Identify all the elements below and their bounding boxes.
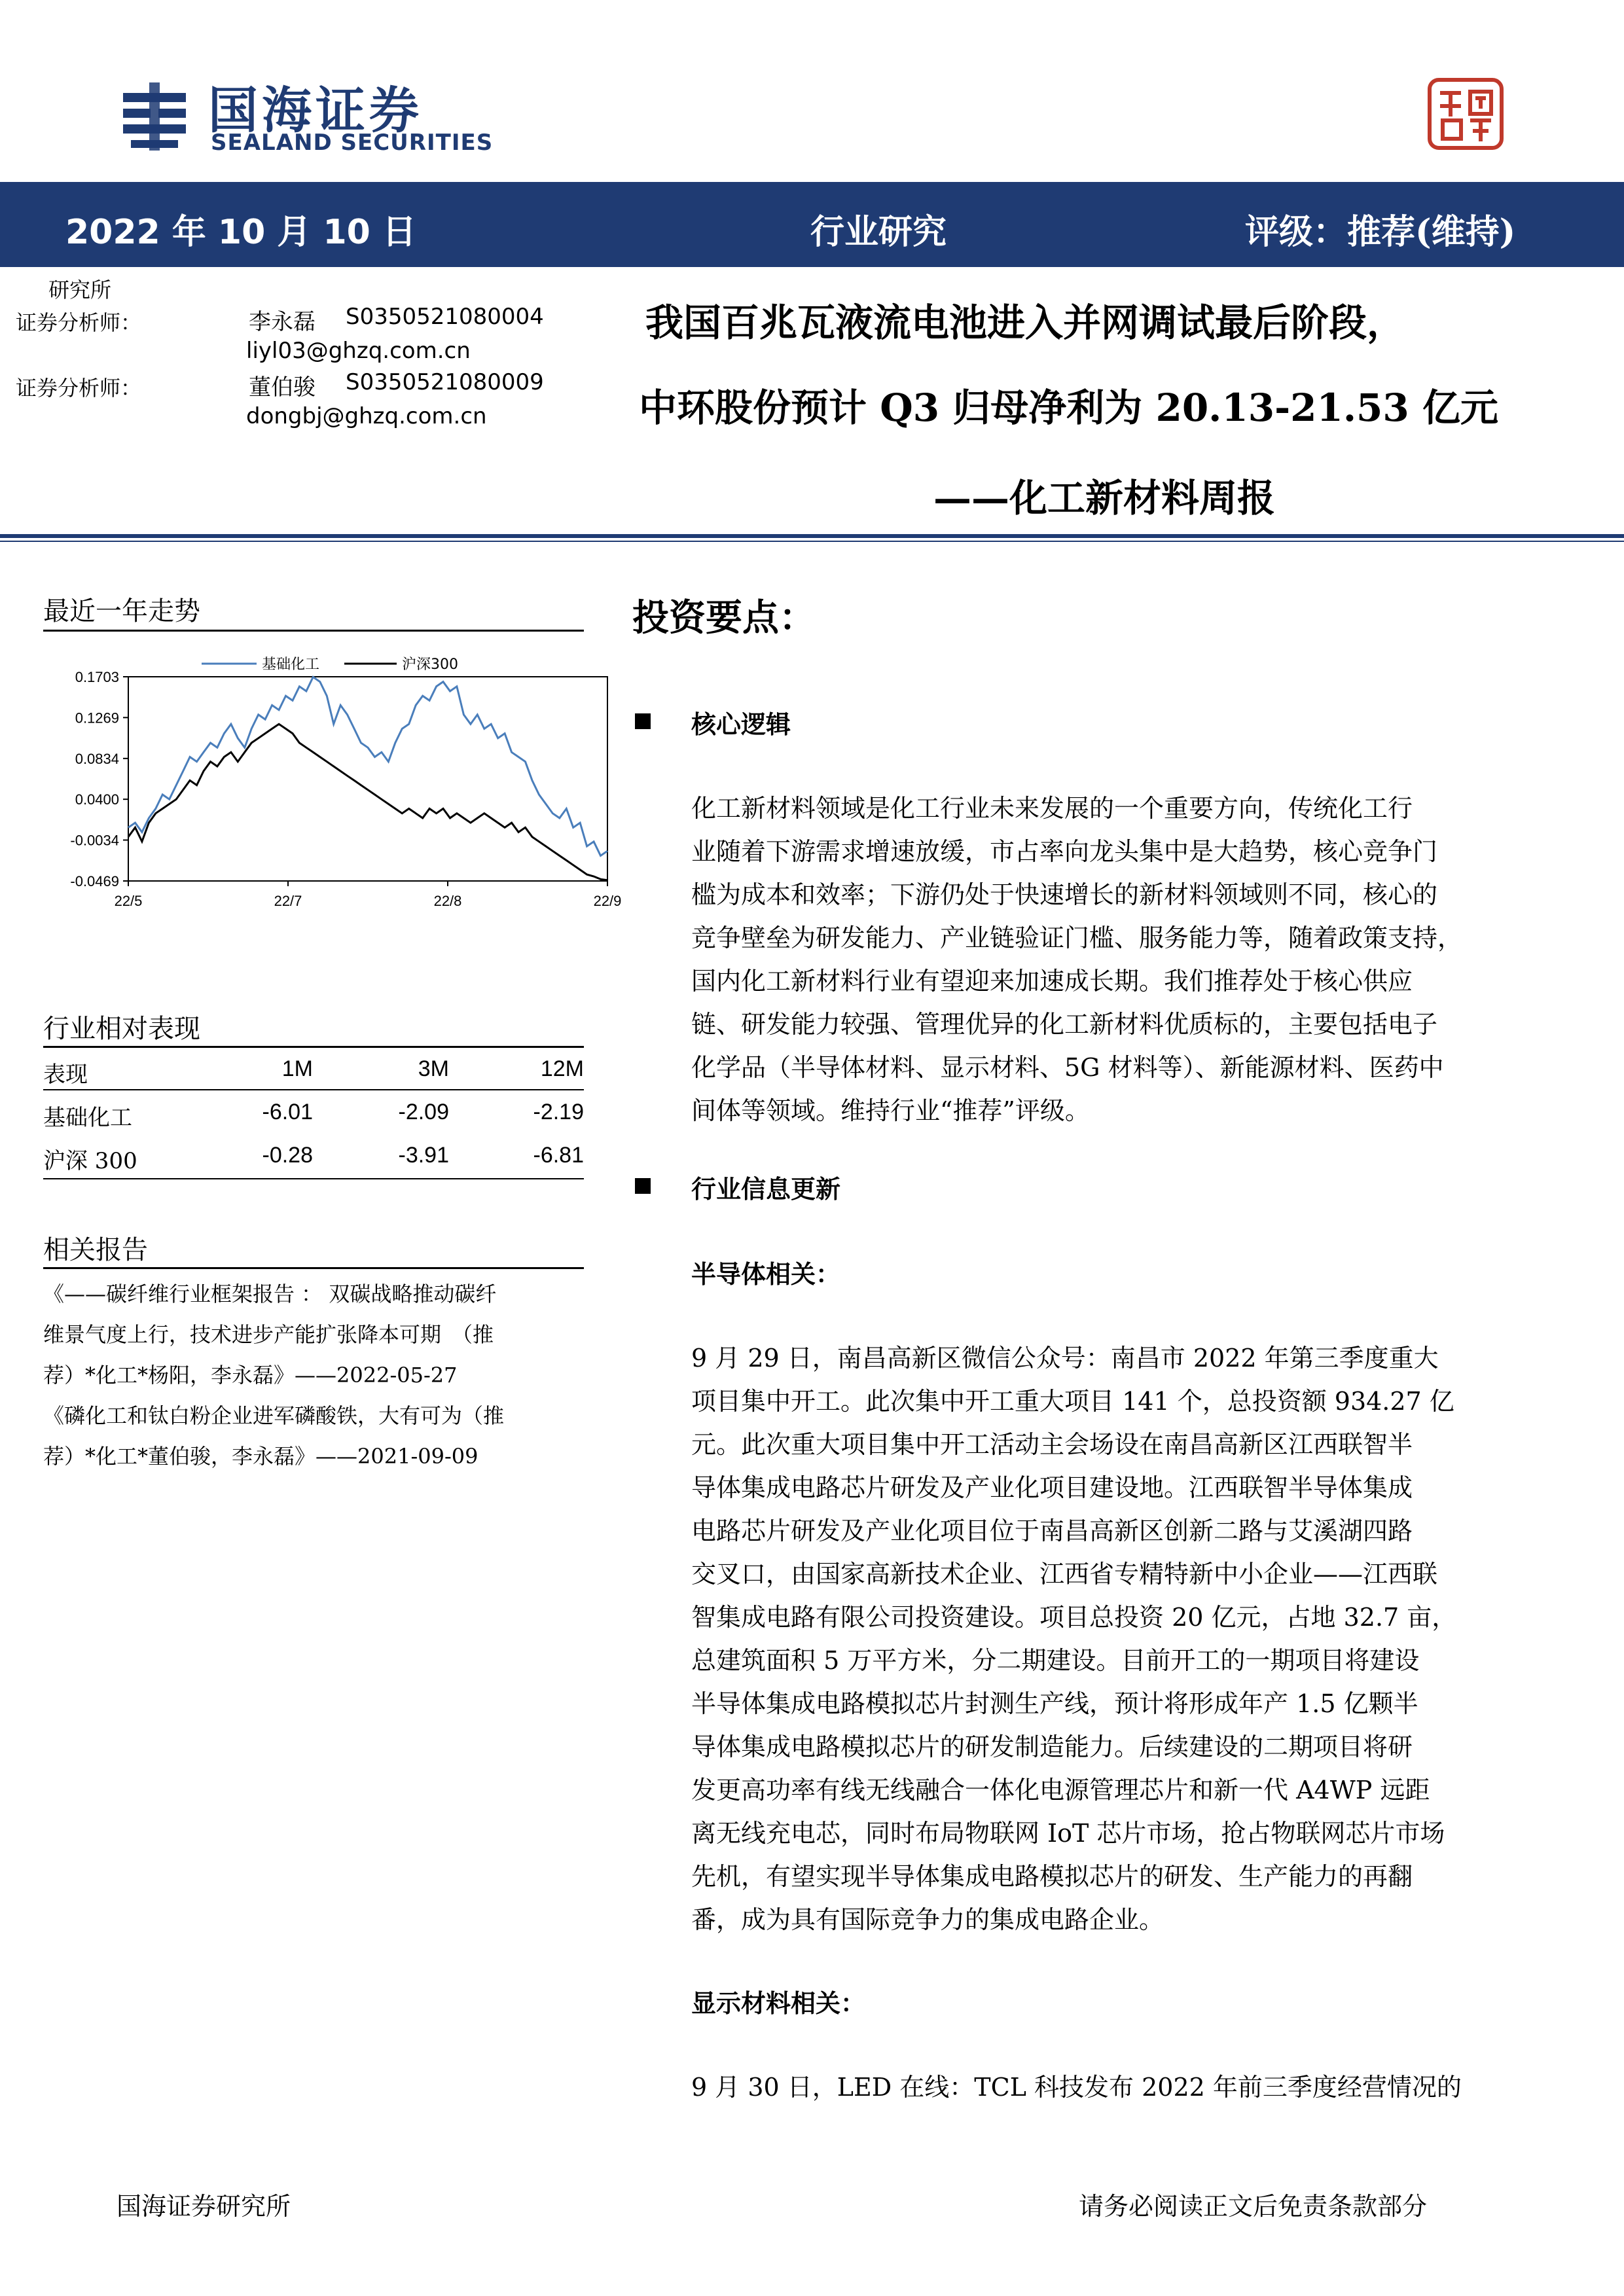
legend-label: 沪深300 (402, 656, 458, 673)
x-tick-label: 22/7 (274, 893, 302, 909)
table-header: 表现 (43, 1062, 88, 1088)
square-bullet-icon (635, 713, 651, 729)
body-line: 9 月 30 日，LED 在线：TCL 科技发布 2022 年前三季度经营情况的 (691, 2073, 1462, 2102)
analyst-id: S0350521080004 (346, 304, 544, 330)
analyst-id: S0350521080009 (346, 369, 544, 395)
body-line: 化工新材料领域是化工行业未来发展的一个重要方向，传统化工行 (691, 794, 1413, 823)
table-header: 3M (418, 1056, 449, 1081)
footer-disclaimer: 请务必阅读正文后免责条款部分 (1079, 2192, 1428, 2221)
body-line: 导体集成电路模拟芯片的研发制造能力。后续建设的二期项目将研 (691, 1732, 1413, 1761)
divider (43, 1089, 584, 1090)
body-line: 电路芯片研发及产业化项目位于南昌高新区创新二路与艾溪湖四路 (691, 1516, 1413, 1545)
subsection-title: 半导体相关： (691, 1259, 841, 1289)
report-type: 行业研究 (810, 212, 947, 252)
analyst-email[interactable]: liyl03@ghzq.com.cn (246, 338, 471, 364)
square-bullet-icon (635, 1178, 651, 1194)
body-line: 导体集成电路芯片研发及产业化项目建设地。江西联智半导体集成 (691, 1473, 1413, 1502)
table-cell: -3.91 (398, 1143, 449, 1168)
investment-points-title: 投资要点： (632, 596, 816, 639)
body-line: 元。此次重大项目集中开工活动主会场设在南昌高新区江西联智半 (691, 1430, 1413, 1459)
table-header: 12M (540, 1056, 584, 1081)
series-line (128, 677, 607, 855)
institute: 研究所 (48, 278, 112, 302)
body-line: 9 月 29 日，南昌高新区微信公众号：南昌市 2022 年第三季度重大 (691, 1344, 1439, 1372)
analyst-role: 证券分析师： (16, 310, 142, 335)
y-tick-label: -0.0034 (70, 832, 119, 849)
table-header: 1M (281, 1056, 313, 1081)
subsection-title: 显示材料相关： (691, 1988, 866, 2018)
footer-institute: 国海证券研究所 (117, 2192, 291, 2221)
x-tick-label: 22/9 (593, 893, 622, 909)
logo-text-en: SEALAND SECURITIES (211, 130, 494, 156)
x-axis (115, 881, 622, 909)
table-row-label: 沪深 300 (43, 1148, 137, 1174)
analyst-name: 李永磊 (249, 309, 316, 335)
related-report-line[interactable]: 《磷化工和钛白粉企业进军磷酸铁，大有可为（推 (43, 1403, 505, 1428)
legend-label: 基础化工 (262, 656, 320, 673)
body-line: 业随着下游需求增速放缓，市占率向龙头集中是大趋势，核心竞争门 (691, 837, 1438, 866)
section-title: 行业信息更新 (691, 1174, 841, 1204)
rating: 评级：推荐(维持) (1245, 212, 1516, 252)
related-reports-title: 相关报告 (43, 1235, 148, 1265)
performance-title: 行业相对表现 (43, 1014, 200, 1044)
table-cell: -2.19 (533, 1100, 584, 1124)
y-tick-label: 0.1703 (75, 669, 119, 685)
table-cell: -6.81 (533, 1143, 584, 1168)
body-line: 离无线充电芯，同时布局物联网 IoT 芯片市场，抢占物联网芯片市场 (691, 1819, 1445, 1848)
body-line: 竞争壁垒为研发能力、产业链验证门槛、服务能力等，随着政策支持， (691, 924, 1463, 952)
analyst-email[interactable]: dongbj@ghzq.com.cn (246, 403, 487, 429)
y-tick-label: 0.0834 (75, 750, 119, 767)
report-title-line1: 我国百兆瓦液流电池进入并网调试最后阶段， (645, 300, 1405, 345)
table-cell: -2.09 (398, 1100, 449, 1124)
body-line: 总建筑面积 5 万平方米，分二期建设。目前开工的一期项目将建设 (691, 1646, 1420, 1675)
divider (43, 630, 584, 632)
divider (43, 1178, 584, 1179)
analyst-role: 证券分析师： (16, 376, 142, 401)
divider (0, 541, 1624, 542)
related-report-line[interactable]: 荐）*化工*董伯骏，李永磊》——2021-09-09 (43, 1444, 478, 1469)
table-cell: -6.01 (262, 1100, 313, 1124)
body-line: 化学品（半导体材料、显示材料、5G 材料等）、新能源材料、医药中 (691, 1053, 1444, 1082)
logo-text-cn: 国海证券 (208, 81, 423, 139)
trend-title: 最近一年走势 (43, 596, 200, 626)
related-report-line[interactable]: 维景气度上行，技术进步产能扩张降本可期 （推 (43, 1322, 494, 1347)
body-line: 链、研发能力较强、管理优异的化工新材料优质标的，主要包括电子 (691, 1010, 1438, 1039)
divider (43, 1267, 584, 1269)
y-tick-label: 0.1269 (75, 709, 119, 726)
report-subtitle: ——化工新材料周报 (933, 476, 1276, 520)
sealand-logo-icon (118, 80, 191, 153)
related-report-line[interactable]: 《——碳纤维行业框架报告 ： 双碳战略推动碳纤 (43, 1282, 497, 1306)
body-line: 半导体集成电路模拟芯片封测生产线，预计将形成年产 1.5 亿颗半 (691, 1689, 1418, 1718)
table-cell: -0.28 (262, 1143, 313, 1168)
research-seal-icon (1427, 77, 1504, 151)
related-report-line[interactable]: 荐）*化工*杨阳，李永磊》——2022-05-27 (43, 1363, 458, 1388)
report-title-line2: 中环股份预计 Q3 归母净利为 20.13-21.53 亿元 (639, 386, 1498, 430)
y-tick-label: 0.0400 (75, 791, 119, 808)
body-line: 番，成为具有国际竞争力的集成电路企业。 (691, 1905, 1164, 1934)
analyst-name: 董伯骏 (249, 374, 316, 401)
body-line: 项目集中开工。此次集中开工重大项目 141 个，总投资额 934.27 亿 (691, 1387, 1454, 1416)
body-line: 智集成电路有限公司投资建设。项目总投资 20 亿元，占地 32.7 亩， (691, 1603, 1457, 1632)
divider (0, 534, 1624, 538)
y-axis (70, 669, 128, 889)
chart-legend (202, 656, 458, 673)
x-tick-label: 22/8 (433, 893, 462, 909)
table-row-label: 基础化工 (43, 1105, 132, 1131)
x-tick-label: 22/5 (114, 893, 143, 909)
body-line: 国内化工新材料行业有望迎来加速成长期。我们推荐处于核心供应 (691, 967, 1413, 996)
body-line: 槛为成本和效率；下游仍处于快速增长的新材料领域则不同，核心的 (691, 880, 1438, 909)
body-line: 间体等领域。维持行业“推荐”评级。 (691, 1096, 1090, 1125)
body-line: 先机，有望实现半导体集成电路模拟芯片的研发、生产能力的再翻 (691, 1862, 1413, 1891)
chart-series (128, 677, 607, 880)
y-tick-label: -0.0469 (70, 873, 119, 889)
section-title: 核心逻辑 (691, 709, 791, 739)
trend-chart (43, 640, 622, 935)
body-line: 发更高功率有线无线融合一体化电源管理芯片和新一代 A4WP 远距 (691, 1776, 1430, 1804)
divider (43, 1046, 584, 1048)
report-date: 2022 年 10 月 10 日 (65, 213, 416, 252)
body-line: 交叉口，由国家高新技术企业、江西省专精特新中小企业——江西联 (691, 1560, 1438, 1588)
